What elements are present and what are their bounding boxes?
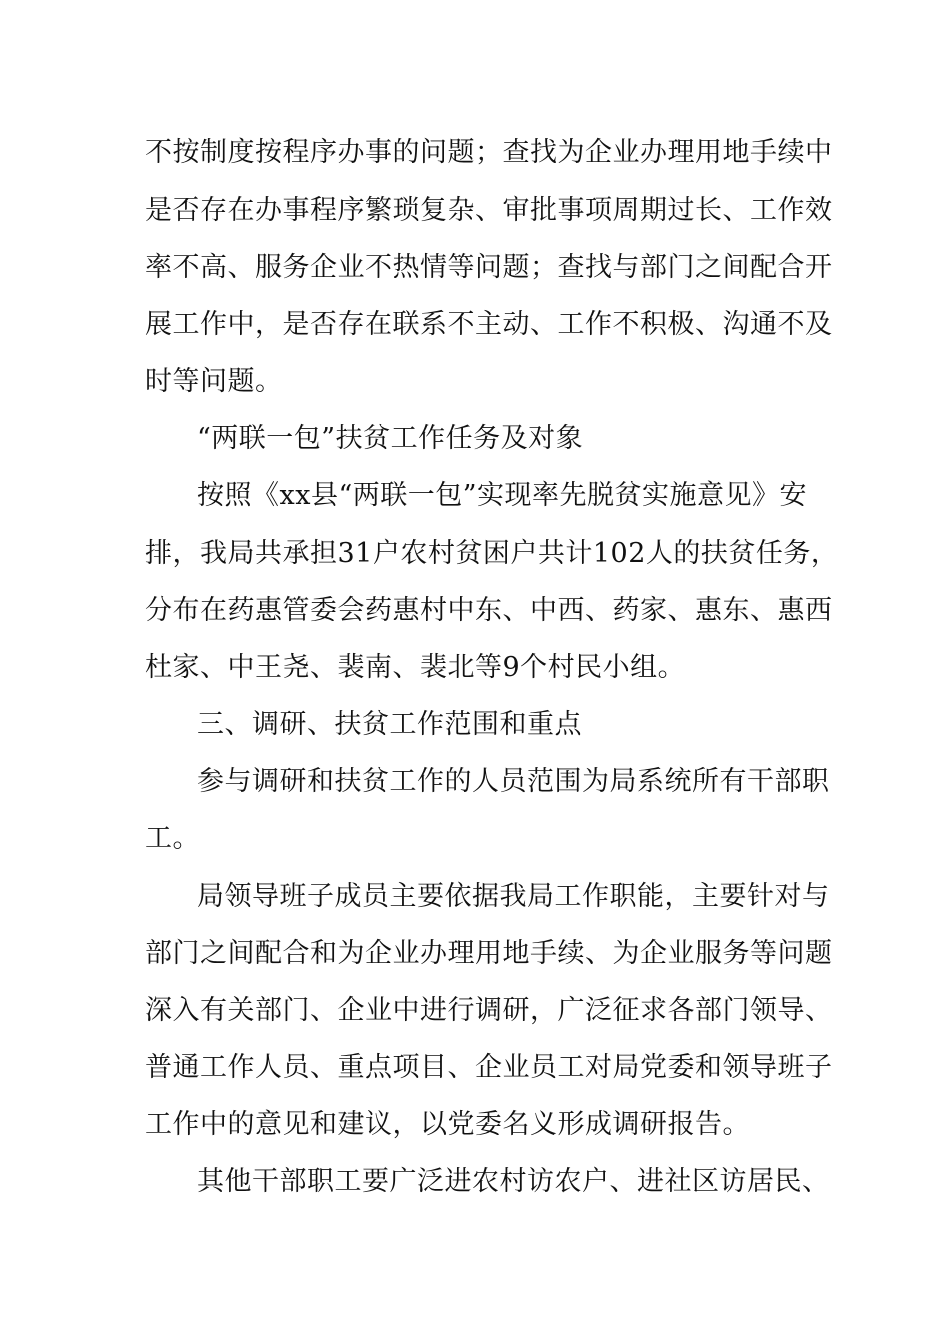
text-line: 参与调研和扶贫工作的人员范围为局系统所有干部职 — [197, 766, 830, 797]
text-line: 率不高、服务企业不热情等问题；查找与部门之间配合开 — [145, 252, 833, 283]
section-heading: “两联一包”扶贫工作任务及对象 — [197, 423, 584, 454]
text-line: 时等问题。 — [145, 366, 283, 397]
text-line: 杜家、中王尧、裴南、裴北等9个村民小组。 — [145, 652, 686, 683]
text-line: 其他干部职工要广泛进农村访农户、进社区访居民、 — [197, 1166, 830, 1197]
text-line: 分布在药惠管委会药惠村中东、中西、药家、惠东、惠西 — [145, 595, 833, 626]
text-line: 是否存在办事程序繁琐复杂、审批事项周期过长、工作效 — [145, 195, 833, 226]
text-line: 工。 — [145, 823, 200, 854]
text-line: 深入有关部门、企业中进行调研，广泛征求各部门领导、 — [145, 995, 833, 1026]
section-heading: 三、调研、扶贫工作范围和重点 — [197, 709, 582, 740]
text-line: 按照《xx县“两联一包”实现率先脱贫实施意见》安 — [197, 480, 808, 511]
text-line: 排，我局共承担31户农村贫困户共计102人的扶贫任务， — [145, 538, 839, 569]
text-line: 工作中的意见和建议，以党委名义形成调研报告。 — [145, 1109, 750, 1140]
text-line: 局领导班子成员主要依据我局工作职能，主要针对与 — [197, 881, 830, 912]
text-line: 部门之间配合和为企业办理用地手续、为企业服务等问题 — [145, 938, 833, 969]
text-line: 展工作中，是否存在联系不主动、工作不积极、沟通不及 — [145, 309, 833, 340]
text-line: 普通工作人员、重点项目、企业员工对局党委和领导班子 — [145, 1052, 833, 1083]
text-line: 不按制度按程序办事的问题；查找为企业办理用地手续中 — [145, 137, 833, 168]
